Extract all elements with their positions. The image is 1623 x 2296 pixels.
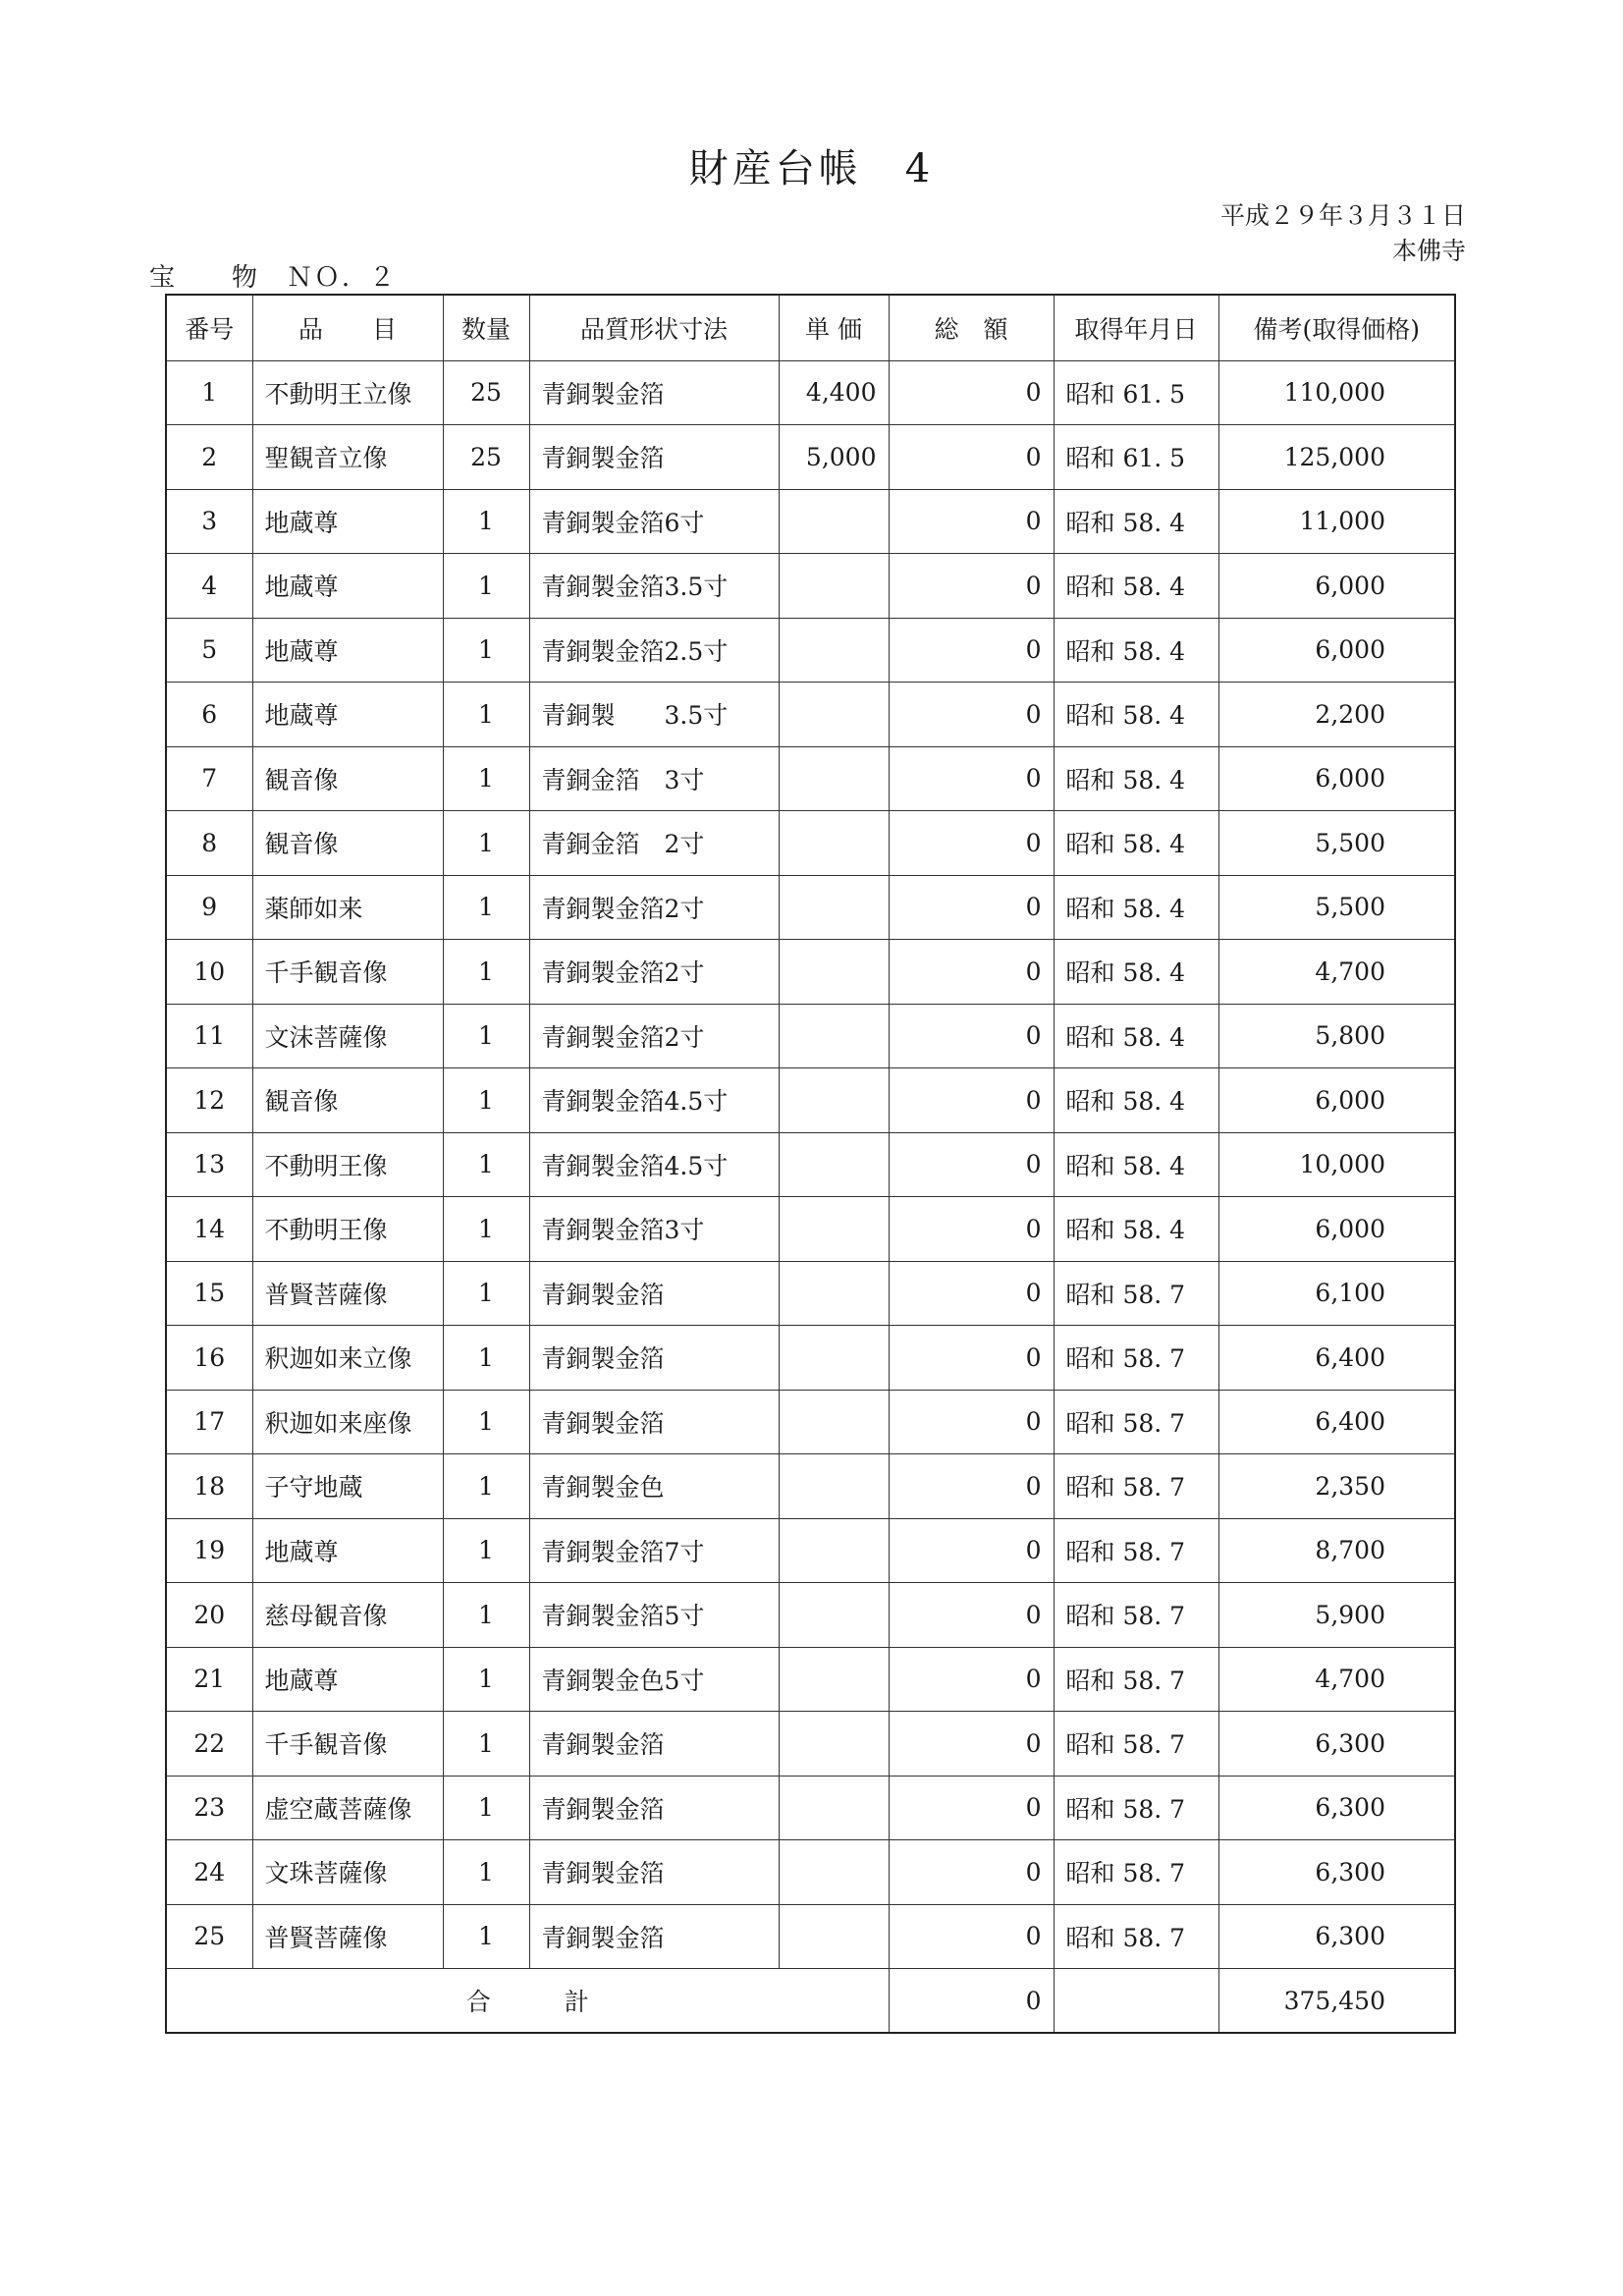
cell-spec: 青銅製金箔2.5寸 <box>529 618 779 683</box>
cell-unit-price <box>779 489 889 554</box>
col-header-number: 番号 <box>166 295 252 360</box>
cell-remark: 5,500 <box>1218 811 1455 876</box>
cell-total: 0 <box>889 1004 1054 1068</box>
cell-item-name: 地蔵尊 <box>252 618 443 683</box>
table-row <box>166 1647 1455 1712</box>
cell-number: 10 <box>166 940 252 1005</box>
cell-acquired-date: 昭和 58. 7 <box>1054 1454 1218 1519</box>
table-row <box>166 360 1455 425</box>
cell-acquired-date: 昭和 58. 4 <box>1054 811 1218 876</box>
cell-spec: 青銅製 3.5寸 <box>529 683 779 747</box>
cell-quantity: 1 <box>443 811 529 876</box>
cell-item-name: 地蔵尊 <box>252 489 443 554</box>
cell-unit-price <box>779 1068 889 1133</box>
cell-unit-price <box>779 1904 889 1969</box>
cell-acquired-date: 昭和 58. 7 <box>1054 1904 1218 1969</box>
cell-total: 0 <box>889 1840 1054 1905</box>
cell-number: 2 <box>166 425 252 490</box>
col-header-quantity: 数量 <box>443 295 529 360</box>
cell-unit-price <box>779 1326 889 1391</box>
cell-total: 0 <box>889 1647 1054 1712</box>
cell-acquired-date: 昭和 58. 4 <box>1054 683 1218 747</box>
cell-quantity: 1 <box>443 875 529 940</box>
cell-unit-price <box>779 940 889 1005</box>
cell-spec: 青銅製金箔 <box>529 1840 779 1905</box>
cell-acquired-date: 昭和 58. 4 <box>1054 1068 1218 1133</box>
table-row <box>166 1390 1455 1454</box>
cell-item-name: 千手観音像 <box>252 940 443 1005</box>
cell-acquired-date: 昭和 58. 7 <box>1054 1712 1218 1777</box>
cell-acquired-date: 昭和 58. 7 <box>1054 1518 1218 1583</box>
cell-number: 4 <box>166 554 252 619</box>
cell-quantity: 1 <box>443 1776 529 1840</box>
cell-item-name: 地蔵尊 <box>252 554 443 619</box>
cell-item-name: 聖観音立像 <box>252 425 443 490</box>
cell-acquired-date: 昭和 58. 4 <box>1054 554 1218 619</box>
cell-acquired-date: 昭和 58. 7 <box>1054 1583 1218 1648</box>
col-header-acquired-date: 取得年月日 <box>1054 295 1218 360</box>
cell-number: 19 <box>166 1518 252 1583</box>
cell-quantity: 1 <box>443 1647 529 1712</box>
cell-quantity: 1 <box>443 1904 529 1969</box>
cell-total: 0 <box>889 489 1054 554</box>
cell-unit-price <box>779 1712 889 1777</box>
cell-spec: 青銅製金箔2寸 <box>529 940 779 1005</box>
table-row <box>166 1904 1455 1969</box>
cell-number: 1 <box>166 360 252 425</box>
cell-item-name: 不動明王立像 <box>252 360 443 425</box>
cell-total: 0 <box>889 1068 1054 1133</box>
cell-remark: 4,700 <box>1218 1647 1455 1712</box>
cell-item-name: 子守地蔵 <box>252 1454 443 1519</box>
cell-number: 11 <box>166 1004 252 1068</box>
cell-unit-price <box>779 1583 889 1648</box>
cell-number: 3 <box>166 489 252 554</box>
cell-total: 0 <box>889 746 1054 811</box>
header-row <box>166 295 1455 360</box>
cell-unit-price <box>779 1840 889 1905</box>
cell-total: 0 <box>889 1132 1054 1197</box>
cell-quantity: 1 <box>443 683 529 747</box>
cell-item-name: 千手観音像 <box>252 1712 443 1777</box>
table-row <box>166 1840 1455 1905</box>
cell-number: 18 <box>166 1454 252 1519</box>
cell-quantity: 1 <box>443 940 529 1005</box>
cell-unit-price <box>779 1454 889 1519</box>
cell-unit-price <box>779 1004 889 1068</box>
cell-number: 5 <box>166 618 252 683</box>
cell-item-name: 地蔵尊 <box>252 683 443 747</box>
cell-remark: 6,000 <box>1218 1068 1455 1133</box>
cell-spec: 青銅製金箔2寸 <box>529 1004 779 1068</box>
cell-total: 0 <box>889 425 1054 490</box>
cell-spec: 青銅製金箔6寸 <box>529 489 779 554</box>
cell-remark: 6,100 <box>1218 1261 1455 1326</box>
cell-total: 0 <box>889 940 1054 1005</box>
cell-acquired-date: 昭和 58. 7 <box>1054 1261 1218 1326</box>
cell-spec: 青銅製金箔 <box>529 1904 779 1969</box>
cell-spec: 青銅製金箔3.5寸 <box>529 554 779 619</box>
cell-acquired-date: 昭和 58. 4 <box>1054 875 1218 940</box>
cell-remark: 5,500 <box>1218 875 1455 940</box>
summary-remark: 375,450 <box>1218 1969 1455 2034</box>
cell-number: 6 <box>166 683 252 747</box>
table-row <box>166 1583 1455 1648</box>
table-row <box>166 1261 1455 1326</box>
cell-number: 21 <box>166 1647 252 1712</box>
cell-total: 0 <box>889 1904 1054 1969</box>
cell-total: 0 <box>889 1776 1054 1840</box>
cell-acquired-date: 昭和 58. 4 <box>1054 489 1218 554</box>
cell-remark: 4,700 <box>1218 940 1455 1005</box>
cell-remark: 6,300 <box>1218 1904 1455 1969</box>
cell-item-name: 薬師如来 <box>252 875 443 940</box>
property-ledger-table <box>165 294 1456 2034</box>
cell-spec: 青銅製金色5寸 <box>529 1647 779 1712</box>
cell-spec: 青銅製金箔4.5寸 <box>529 1068 779 1133</box>
cell-quantity: 1 <box>443 1583 529 1648</box>
cell-total: 0 <box>889 811 1054 876</box>
category-label: 宝 物 ＮＯ．２ <box>149 263 398 293</box>
cell-item-name: 釈迦如来立像 <box>252 1326 443 1391</box>
cell-acquired-date: 昭和 58. 4 <box>1054 1132 1218 1197</box>
cell-item-name: 観音像 <box>252 1068 443 1133</box>
cell-item-name: 普賢菩薩像 <box>252 1904 443 1969</box>
cell-unit-price: 5,000 <box>779 425 889 490</box>
cell-quantity: 1 <box>443 1197 529 1262</box>
cell-acquired-date: 昭和 58. 4 <box>1054 940 1218 1005</box>
cell-unit-price <box>779 746 889 811</box>
cell-total: 0 <box>889 1518 1054 1583</box>
cell-number: 8 <box>166 811 252 876</box>
cell-spec: 青銅製金箔 <box>529 1712 779 1777</box>
cell-total: 0 <box>889 618 1054 683</box>
table-row <box>166 683 1455 747</box>
cell-quantity: 1 <box>443 1840 529 1905</box>
cell-unit-price <box>779 811 889 876</box>
cell-remark: 6,400 <box>1218 1390 1455 1454</box>
cell-total: 0 <box>889 1197 1054 1262</box>
cell-unit-price <box>779 1132 889 1197</box>
cell-remark: 6,300 <box>1218 1840 1455 1905</box>
cell-remark: 2,200 <box>1218 683 1455 747</box>
cell-item-name: 普賢菩薩像 <box>252 1261 443 1326</box>
cell-total: 0 <box>889 1390 1054 1454</box>
cell-acquired-date: 昭和 58. 7 <box>1054 1647 1218 1712</box>
cell-acquired-date: 昭和 58. 4 <box>1054 1197 1218 1262</box>
cell-remark: 6,000 <box>1218 746 1455 811</box>
cell-quantity: 1 <box>443 1390 529 1454</box>
cell-unit-price: 4,400 <box>779 360 889 425</box>
cell-number: 13 <box>166 1132 252 1197</box>
cell-total: 0 <box>889 360 1054 425</box>
cell-number: 7 <box>166 746 252 811</box>
cell-total: 0 <box>889 875 1054 940</box>
cell-acquired-date: 昭和 58. 4 <box>1054 746 1218 811</box>
cell-quantity: 1 <box>443 746 529 811</box>
cell-item-name: 文沫菩薩像 <box>252 1004 443 1068</box>
cell-number: 24 <box>166 1840 252 1905</box>
cell-total: 0 <box>889 1454 1054 1519</box>
table-row <box>166 746 1455 811</box>
cell-quantity: 1 <box>443 489 529 554</box>
cell-remark: 5,800 <box>1218 1004 1455 1068</box>
table-row <box>166 425 1455 490</box>
cell-spec: 青銅製金箔 <box>529 360 779 425</box>
cell-acquired-date: 昭和 58. 4 <box>1054 1004 1218 1068</box>
cell-number: 12 <box>166 1068 252 1133</box>
cell-unit-price <box>779 1261 889 1326</box>
cell-number: 17 <box>166 1390 252 1454</box>
cell-total: 0 <box>889 554 1054 619</box>
cell-spec: 青銅金箔 2寸 <box>529 811 779 876</box>
cell-item-name: 慈母観音像 <box>252 1583 443 1648</box>
cell-item-name: 観音像 <box>252 746 443 811</box>
cell-number: 16 <box>166 1326 252 1391</box>
cell-quantity: 1 <box>443 554 529 619</box>
table-row <box>166 554 1455 619</box>
table-row <box>166 1068 1455 1133</box>
cell-unit-price <box>779 554 889 619</box>
summary-date <box>1054 1969 1218 2034</box>
table-row <box>166 1132 1455 1197</box>
cell-item-name: 観音像 <box>252 811 443 876</box>
table-row <box>166 1712 1455 1777</box>
cell-item-name: 地蔵尊 <box>252 1518 443 1583</box>
table-row <box>166 618 1455 683</box>
cell-total: 0 <box>889 683 1054 747</box>
cell-spec: 青銅製金箔7寸 <box>529 1518 779 1583</box>
table-row <box>166 1004 1455 1068</box>
cell-quantity: 1 <box>443 1004 529 1068</box>
table-row <box>166 875 1455 940</box>
cell-acquired-date: 昭和 58. 7 <box>1054 1776 1218 1840</box>
cell-total: 0 <box>889 1583 1054 1648</box>
summary-total: 0 <box>889 1969 1054 2034</box>
cell-spec: 青銅製金箔 <box>529 1261 779 1326</box>
cell-spec: 青銅製金箔3寸 <box>529 1197 779 1262</box>
cell-unit-price <box>779 683 889 747</box>
cell-unit-price <box>779 618 889 683</box>
col-header-remarks: 備考(取得価格) <box>1218 295 1455 360</box>
table-row <box>166 1518 1455 1583</box>
cell-acquired-date: 昭和 58. 7 <box>1054 1326 1218 1391</box>
cell-spec: 青銅製金箔 <box>529 1390 779 1454</box>
cell-spec: 青銅製金箔 <box>529 1776 779 1840</box>
cell-unit-price <box>779 1390 889 1454</box>
cell-unit-price <box>779 1647 889 1712</box>
cell-unit-price <box>779 875 889 940</box>
cell-quantity: 1 <box>443 1132 529 1197</box>
cell-total: 0 <box>889 1712 1054 1777</box>
cell-remark: 6,000 <box>1218 618 1455 683</box>
cell-number: 20 <box>166 1583 252 1648</box>
cell-acquired-date: 昭和 58. 4 <box>1054 618 1218 683</box>
cell-remark: 6,000 <box>1218 554 1455 619</box>
summary-row <box>166 1969 1455 2034</box>
cell-spec: 青銅金箔 3寸 <box>529 746 779 811</box>
cell-spec: 青銅製金箔5寸 <box>529 1583 779 1648</box>
cell-remark: 110,000 <box>1218 360 1455 425</box>
document-date: 平成２９年３月３１日 <box>1219 201 1466 230</box>
cell-remark: 6,300 <box>1218 1712 1455 1777</box>
cell-quantity: 1 <box>443 1712 529 1777</box>
cell-quantity: 1 <box>443 618 529 683</box>
page-title: 財産台帳 4 <box>688 146 935 191</box>
cell-number: 9 <box>166 875 252 940</box>
cell-total: 0 <box>889 1326 1054 1391</box>
cell-item-name: 地蔵尊 <box>252 1647 443 1712</box>
cell-acquired-date: 昭和 61. 5 <box>1054 425 1218 490</box>
cell-spec: 青銅製金箔 <box>529 1326 779 1391</box>
cell-unit-price <box>779 1518 889 1583</box>
cell-remark: 6,400 <box>1218 1326 1455 1391</box>
temple-name: 本佛寺 <box>1391 237 1466 265</box>
cell-number: 15 <box>166 1261 252 1326</box>
cell-remark: 6,300 <box>1218 1776 1455 1840</box>
table-row <box>166 940 1455 1005</box>
table-row <box>166 1326 1455 1391</box>
cell-spec: 青銅製金箔 <box>529 425 779 490</box>
cell-number: 14 <box>166 1197 252 1262</box>
table-row <box>166 1776 1455 1840</box>
table-row <box>166 1454 1455 1519</box>
col-header-spec: 品質形状寸法 <box>529 295 779 360</box>
cell-total: 0 <box>889 1261 1054 1326</box>
cell-item-name: 不動明王像 <box>252 1132 443 1197</box>
cell-spec: 青銅製金箔4.5寸 <box>529 1132 779 1197</box>
cell-unit-price <box>779 1197 889 1262</box>
col-header-unit-price: 単 価 <box>779 295 889 360</box>
cell-unit-price <box>779 1776 889 1840</box>
cell-quantity: 1 <box>443 1261 529 1326</box>
cell-quantity: 25 <box>443 425 529 490</box>
cell-remark: 2,350 <box>1218 1454 1455 1519</box>
cell-acquired-date: 昭和 61. 5 <box>1054 360 1218 425</box>
col-header-item: 品 目 <box>252 295 443 360</box>
cell-item-name: 釈迦如来座像 <box>252 1390 443 1454</box>
table-row <box>166 811 1455 876</box>
table-row <box>166 489 1455 554</box>
cell-remark: 11,000 <box>1218 489 1455 554</box>
cell-acquired-date: 昭和 58. 7 <box>1054 1840 1218 1905</box>
cell-remark: 125,000 <box>1218 425 1455 490</box>
cell-number: 22 <box>166 1712 252 1777</box>
cell-quantity: 1 <box>443 1518 529 1583</box>
cell-item-name: 虚空蔵菩薩像 <box>252 1776 443 1840</box>
cell-spec: 青銅製金色 <box>529 1454 779 1519</box>
cell-item-name: 不動明王像 <box>252 1197 443 1262</box>
cell-item-name: 文珠菩薩像 <box>252 1840 443 1905</box>
cell-remark: 10,000 <box>1218 1132 1455 1197</box>
summary-label: 合 計 <box>166 1969 889 2034</box>
cell-quantity: 1 <box>443 1326 529 1391</box>
cell-remark: 5,900 <box>1218 1583 1455 1648</box>
cell-spec: 青銅製金箔2寸 <box>529 875 779 940</box>
cell-remark: 8,700 <box>1218 1518 1455 1583</box>
cell-number: 25 <box>166 1904 252 1969</box>
table-row <box>166 1197 1455 1262</box>
cell-quantity: 1 <box>443 1454 529 1519</box>
cell-remark: 6,000 <box>1218 1197 1455 1262</box>
col-header-total: 総 額 <box>889 295 1054 360</box>
cell-quantity: 25 <box>443 360 529 425</box>
cell-quantity: 1 <box>443 1068 529 1133</box>
cell-acquired-date: 昭和 58. 7 <box>1054 1390 1218 1454</box>
cell-number: 23 <box>166 1776 252 1840</box>
